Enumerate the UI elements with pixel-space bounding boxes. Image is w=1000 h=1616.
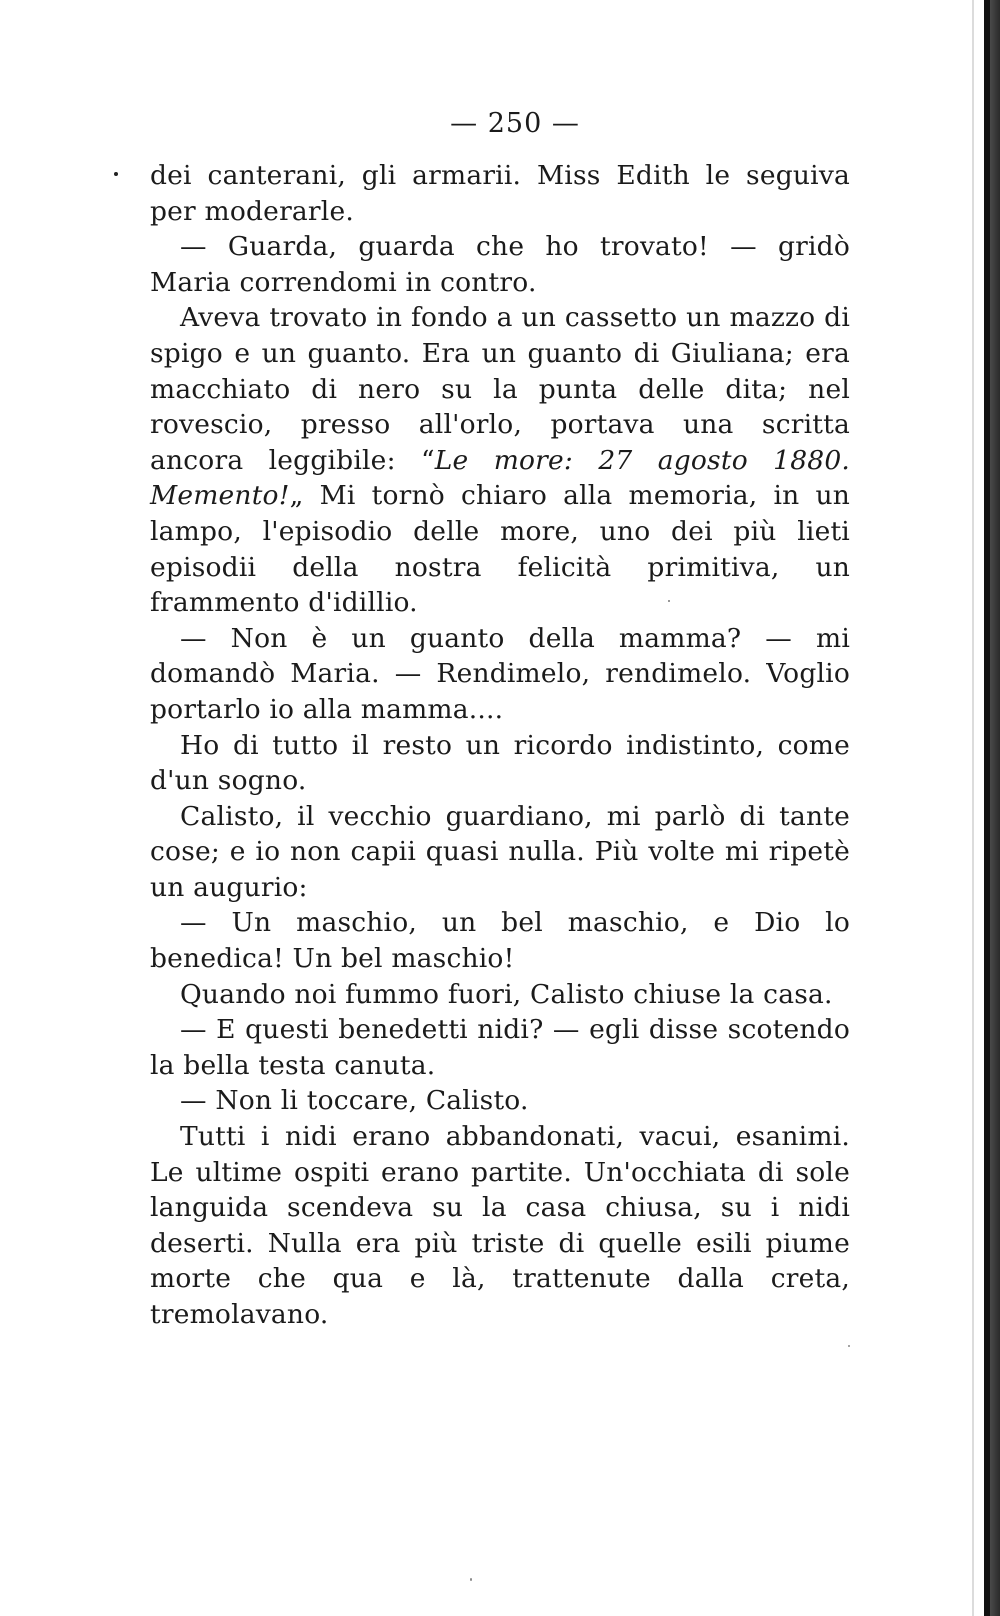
paragraph: Calisto, il vecchio guardiano, mi parlò di tante cose; e io non capii quasi nulla. Più volte mi ripetè un augurio: [150, 800, 850, 903]
paragraph: Tutti i nidi erano abbandonati, vacui, esanimi. Le ultime ospiti erano partite. Un'occhiata di sole languida scendeva su la casa chiusa, su i nidi deserti. Nulla era più triste di quelle esili piume morte che qua e là, trattenute dalla creta, tremolavano. [150, 1121, 850, 1330]
paragraph-text: „ Mi tornò chiaro alla memoria, in un lampo, l'episodio delle more, uno dei più lieti episodii della nostra felicità primitiva, un frammento d'idillio. [150, 480, 850, 619]
paragraph: dei canterani, gli armarii. Miss Edith le seguiva per moderarle. [150, 160, 850, 227]
paragraph: — Un maschio, un bel maschio, e Dio lo benedica! Un bel maschio! [150, 907, 850, 975]
paragraph: — Non è un guanto della mamma? — mi domandò Maria. — Rendimelo, rendimelo. Voglio portarlo io alla mamma.... [150, 622, 850, 725]
page-gutter-shadow [972, 0, 974, 1616]
page-number: — 250 — [450, 108, 580, 139]
paragraph: Ho di tutto il resto un ricordo indistinto, come d'un sogno. [150, 729, 850, 797]
body-text [150, 158, 850, 1333]
ink-speck [848, 1345, 850, 1347]
ink-speck [470, 1578, 472, 1581]
paragraph: — Non li toccare, Calisto. [180, 1085, 529, 1117]
ink-speck [114, 172, 118, 176]
paragraph: Quando noi fummo fuori, Calisto chiuse la casa. [180, 978, 833, 1010]
page-edge-border [978, 0, 1000, 1616]
ink-speck [668, 600, 670, 602]
paragraph-text: Aveva trovato in fondo a un cassetto un mazzo di spigo e un guanto. Era un guanto di Giuliana; era macchiato di nero su la punta delle dita; nel rovescio, presso all'orlo, portava una scritta ancora leggibile: “ [150, 302, 850, 476]
paragraph: — E questi benedetti nidi? — egli disse scotendo la bella testa canuta. [150, 1014, 850, 1081]
paragraph [150, 300, 850, 620]
italic-inscription: Le more: 27 agosto 1880. Memento! [150, 444, 850, 512]
paragraph: — Guarda, guarda che ho trovato! — gridò Maria correndomi in contro. [150, 231, 850, 298]
